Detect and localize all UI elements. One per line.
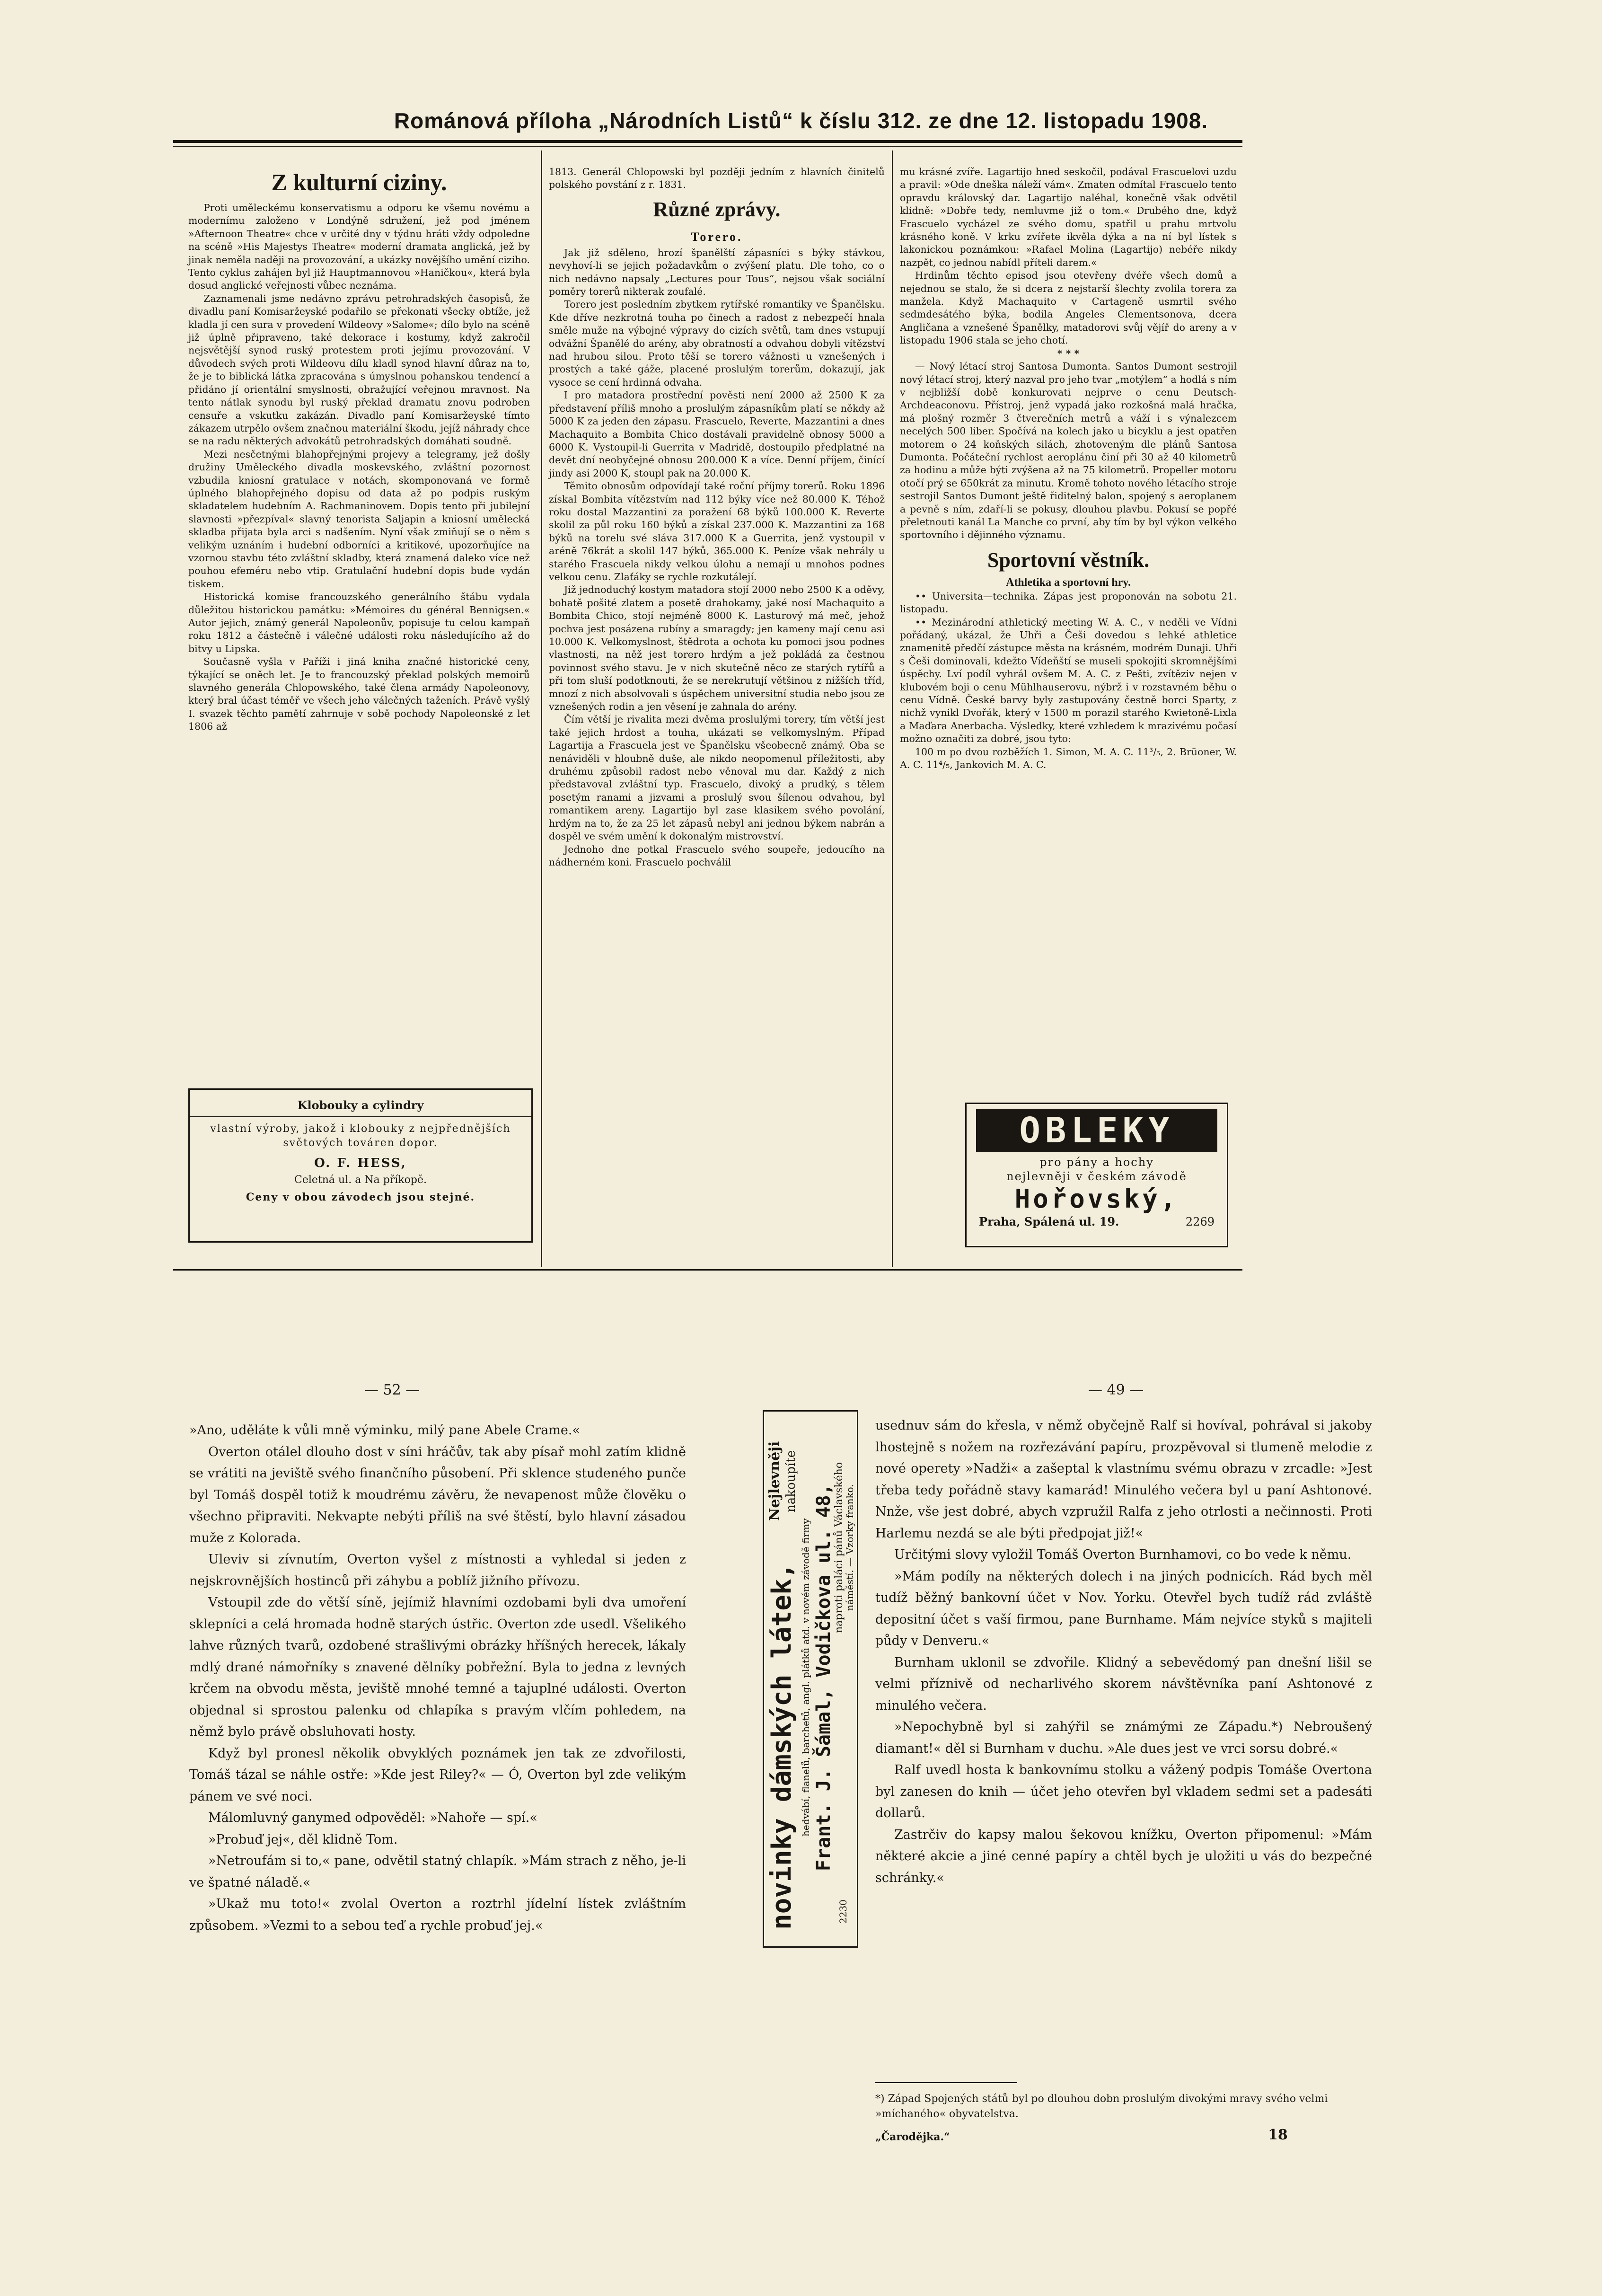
- ad-samal-line: naproti paláci pánů Václavského: [833, 1462, 845, 1633]
- story-paragraph: »Nepochybně byl si zahýřil se známými ze Západu.*) Nebroušený diamant!« děl si Burnham v duchu. »Ale dues jest ve vrci sorsu dobré.«: [875, 1720, 1372, 1756]
- ad-prices: Ceny v obou závodech jsou stejné.: [246, 1191, 475, 1203]
- footnote-rule: [875, 2082, 1017, 2083]
- section-bottom-rule: [173, 1269, 1242, 1271]
- page-number-left: — 52 —: [364, 1382, 420, 1398]
- article-paragraph: 1813. Generál Chlopowski byl později jedním z hlavních činitelů polského povstání z r. 1831.: [549, 166, 885, 191]
- article-paragraph: Proti uměleckému konservatismu a odporu ke všemu novému a modernímu založeno v Londýně sdružení, jež pod jménem »Afternoon Theatre« chce v určité dny v týdnu hráti vždy odpoledne na scéně »His Majestys Theatre« moderní dramata anglická, jež by jinak neměla naději na provozování, a ukázky novějšího umění ciziho. Tento cyklus zahájen byl již Hauptmannovou »Haničkou«, která byla dosud anglické veřejnosti vůbec neznáma.: [188, 202, 530, 291]
- column-sport: [900, 166, 1237, 771]
- ad-samal-line: nakoupíte: [784, 1450, 798, 1512]
- section-subtitle-sport: Athletika a sportovní hry.: [1005, 576, 1131, 589]
- ad-number: 2269: [1185, 1215, 1215, 1228]
- article-paragraph: 100 m po dvou rozběžích 1. Simon, M. A. C. 11³/₅, 2. Brüoner, W. A. C. 11⁴/₅, Jankovich M. A. C.: [900, 746, 1237, 771]
- article-paragraph: Hrdinům těchto episod jsou otevřeny dvéře všech domů a nejednou se stalo, že si dcera z nejstarší šlechty zvolila torera za manžela. Když Machaquito v Cartageně usmrtil svého sedmdesátého býka, bodila Angeles Clementsonova, dcera Angličana a vznešené Španělky, matadorovi svůj vějíř do areny a v listopadu 1906 stala se jeho chotí.: [900, 270, 1237, 346]
- ad-samal-name: Frant. J. Šámal, Vodičkova ul. 48,: [813, 1484, 835, 1872]
- story-paragraph: Vstoupil zde do větší síně, jejímiž hlavními ozdobami byli dva umoření sklepníci a celá hromada hodně starých ústřic. Overton zde usedl. Všelikého lahve různých tvarů, ozdobené strašlivými obrázky hříšných herecek, lákaly mdlý drané námořníky s znavené dělníky pobřežní. Byla to jedna z levných krčem na obvodu města, jeviště mnohé temné a tajuplné události. Overton objednal si sprostou palenku od chlapíka s pravým vlčím pohledem, na němž bylo právě obsluhovati hosty.: [189, 1595, 686, 1739]
- section-title-ruzne: Různé zprávy.: [653, 197, 781, 221]
- article-paragraph: Jednoho dne potkal Frascuelo svého soupeře, jedoucího na nádherném koni. Frascuelo pochválil: [549, 843, 885, 868]
- ad-text: vlastní výroby, jakož i klobouky z nejpřednějších světových továren dopor.: [210, 1123, 511, 1149]
- article-paragraph: •• Universita—technika. Zápas jest proponován na sobotu 21. listopadu.: [900, 590, 1237, 615]
- footnote: *) Západ Spojených států byl po dlouhou dobn proslulým divokými mravy svého velmi »míchaného« obyvatelstva.: [875, 2093, 1328, 2120]
- article-paragraph: — Nový létací stroj Santosa Dumonta. Santos Dumont sestrojil nový létací stroj, který nazval pro jeho tvar „motýlem“ a hodlá s ním v nejbližší době konkurovati nejprve o cenu Deutsch-Archdeaconovu. Přístroj, jenž vypadá jako rozkošná malá hračka, má plošný rozměr 3 čtverečních metrů a váží i s výnalezcem necelých 500 liber. Spočívá na kolech jako u bicyklu a jest opatřen motorem o 24 koňských silách, zhotoveným dle plánů Santosa Dumonta. Počáteční rychlost aeroplánu činí při 30 až 40 kilometrů za hodinu a může býti zvýšena až na 75 kilometrů. Propeller motoru otočí prý se 650krát za minutu. Kromě tohoto nového létacího stroje sestrojil Santos Dumont ještě řiditelný balon, spojený s aeroplanem a pevně s ním, zdaří-li se pokusy, dlouhou plavbu. Pokusí se popřé přeletnouti kanál La Manche co první, aby tím by byl výkon velkého sportovního i dějinného významu.: [900, 361, 1237, 541]
- article-subtitle: Torero.: [691, 230, 743, 244]
- section-title-kultura: Z kulturní ciziny.: [271, 169, 447, 195]
- column-divider: [892, 150, 893, 1267]
- story-paragraph: »Netroufám si to,« pane, odvětil statný chlapík. »Mám strach z něho, je-li ve špatné náladě.«: [189, 1854, 686, 1890]
- ad-samal-number: 2230: [837, 1899, 849, 1924]
- story-paragraph: »Probuď jej«, děl klidně Tom.: [208, 1832, 398, 1847]
- article-paragraph: •• Mezinárodní athletický meeting W. A. C., v neděli ve Vídni pořádaný, ukázal, že Uhři a Češi dovedou s lehké athletice znamenitě předčí zástupce města na krásném, modrém Dunaji. Uhři s Češi dominovali, kdežto Vídeňští se museli spokojiti skromnějšími úspěchy. Lví podíl vyhrál ovšem M. A. C. z Pešti, zvítěziv nejen v klubovém boji o cenu Mühlhauserovu, nýbrž i v rozstavném běhu o cenu Vídně. České barvy byly zastupovány čestně borci Sparty, z nichž vynikl Dvořák, který v 1500 m porazil starého Kwietoně-Lixla a Maďara Anerbacha. Výsledky, které vzhledem k mrazivému počasí možno označiti za dobré, jsou tyto:: [900, 616, 1237, 745]
- header-rule-thin: [173, 146, 1242, 147]
- article-paragraph: mu krásné zvíře. Lagartijo hned seskočil, podával Frascuelovi uzdu a pravil: »Ode dneška náleží vám«. Zmaten odmítal Frascuelo tento opravdu královský dar. Lagartijo naléhal, konečně však odvětil klidně: »Dobře tedy, nemluvme již o tom.« Drubého dne, když Frascuelo vycházel ze svého domu, spatřil u prahu mrtvolu krásného koně. V krku zvířete ikvěla dýka a na ní byl lístek s lakonickou poznámkou: »Rafael Molina (Lagartijo) nebéře nikdy nazpět, co jednou nabídl příteli darem.«: [900, 166, 1237, 268]
- header-rule: [173, 140, 1242, 143]
- story-paragraph: »Ano, uděláte k vůli mně výminku, milý pane Abele Crame.«: [189, 1423, 581, 1438]
- article-paragraph: Již jednoduchý kostym matadora stojí 2000 nebo 2500 K a oděvy, bohatě pošité zlatem a posetě drahokamy, jaké nosí Machaquito a Bombita Chico, stojí nejméně 8000 K. Lasturový má meč, jehož pochva jest posázena rubíny a smaragdy; jen kameny mají cenu asi 10.000 K. Velkomyslnost, štědrota a ochota ku pomoci jsou podnes vlastnosti, na něž jest torero hrdým a jež pokládá za čestnou povinnost svého stavu. Je v nich skutečně něco ze starých rytířů a při tom sluší podotknouti, že se nerekrutují většinou z nižších tříd, mnozí z nich absolvovali s úspěchem universitní studia nebo jsou ze vznešených rodin a jen věsení je zahnala do arény.: [549, 584, 885, 713]
- story-paragraph: usednuv sám do křesla, v němž obyčejně Ralf si hovíval, pohrával si jakoby lhostejně s nožem na rozřezávání papíru, prozpěvoval si tlumeně melodie z nové operety »Nadži« a zašeptal k vlastnímu svému obrazu v zrcadle: »Jest třeba tedy pořádně stavy kamarád! Minulého večera byl u paní Ashtonové. Nnže, vše jest dobré, abych vzpružil Ralfa z jeho otrlosti a nečinnosti. Proti Harlemu nezdá se ale býti předpojat již!«: [875, 1418, 1372, 1541]
- story-paragraph: »Mám podíly na některých dolech i na jiných podnicích. Rád bych měl tudíž běžný bankovní účet v Nov. Yorku. Otevřel bych tudíž rád zvláště depositní účet s vaší firmou, pane Burnhame. Mám nejvíce styků s majiteli půdy v Denveru.«: [875, 1569, 1372, 1648]
- ad-text: nejlevněji v českém závodě: [1006, 1170, 1187, 1183]
- ad-company-name: O. F. HESS,: [314, 1156, 407, 1170]
- ad-address: Praha, Spálená ul. 19.: [979, 1215, 1119, 1228]
- article-paragraph: Čím větší je rivalita mezi dvěma proslulými torery, tím větší jest také jejich hrdost a touha, ukázati se velkomyslným. Případ Lagartija a Frascuela jest ve Španělsku všeobecně známý. Oba se nenáviděli v hloubně duše, ale nikdo neopomenul příležitosti, aby druhému způsobil radost nebo věnoval mu dar. Každý z nich představoval zvláštní typ. Frascuelo, divoký a prudký, s tělem posetým ranami a jizvami a proslulý svou šílenou odvahou, byl romantikem areny. Lagartijo byl zase klasikem svého povolání, hrdým na to, že za 25 let zápasů nebyl ani jednou býkem nabrán a dospěl ve svém umění k dokonalým mistrovství.: [549, 714, 885, 842]
- article-paragraph: Zaznamenali jsme nedávno zprávu petrohradských časopisů, že divadlu paní Komisaržeyské podařilo se překonati všecky obtíže, jež kladla jí cen sura v provedení Wildeovy »Salome«; dílo bylo na scéně již úplně připraveno, také dekorace i kostumy, když zakročil nejsvětější synod ruský protestem proti jejímu provozování. V důvodech svých proti Wildeovu dílu kladl synod hlavní důraz na to, že je to biblická látka zpracována s úmyslnou pohanskou tendencí a přidáno jí orientální smyslnosti, obražující veřejnou mravnost. Na tento nátlak synodu byl ruský překlad dramatu znovu podroben censuře a vskutku zakázán. Divadlo paní Komisaržeyské tímto zákazem utrpělo ovšem značnou materiální škodu, jejíž náhrady chce se na radu některých advokátů petrohradských domáhati soudně.: [188, 292, 530, 447]
- story-paragraph: Uleviv si zívnutím, Overton vyšel z místnosti a vyhledal si jeden z nejskrovnějších hostinců při záhybu a poblíž jižního přívozu.: [189, 1552, 686, 1589]
- story-paragraph: Když byl pronesl několik obvyklých poznámek jen tak ze zdvořilosti, Tomáš tázal se náhle ostře: »Kde jest Riley?« — Ó, Overton byl zde velikým pánem ve své noci.: [189, 1746, 686, 1804]
- ad-address: Celetná ul. a Na příkopě.: [294, 1174, 427, 1186]
- section-title-sport: Sportovní věstník.: [987, 548, 1150, 572]
- article-paragraph: Torero jest posledním zbytkem rytířské romantiky ve Španělsku. Kde dříve nezkrotná touha po činech a radost z nebezpečí hnala směle muže na výbojné výpravy do cizích světů, tam dnes vstupují odvážní Španělé do arény, aby obratností a odvahou dobyli vítězství nad hrubou silou. Proto těší se torero vážnosti u vznešených i prostých a také gáže, placené proslulým torerům, dokazují, jak vysoce se cení hrdinná odvaha.: [549, 299, 885, 388]
- ad-company-name: Hořovský,: [1014, 1184, 1179, 1214]
- sheet-number: 18: [1268, 2127, 1288, 2143]
- ad-text: pro pány a hochy: [1039, 1156, 1154, 1169]
- section-stars: * * *: [1057, 347, 1080, 359]
- column-divider: [541, 150, 542, 1267]
- ad-title: Klobouky a cylindry: [190, 1098, 531, 1117]
- story-paragraph: Určitými slovy vyložil Tomáš Overton Burnhamovi, co bo vede k němu.: [894, 1547, 1352, 1562]
- story-paragraph: Overton otálel dlouho dost v síni hráčův, tak aby písař mohl zatím klidně se vrátiti na jeviště svého finančního působení. Při sklence studeného punče byl Tomáš dospěl totiž k moudrému závěru, že nevapenost může člověku o všechno připraviti. Nekvapte nebýti příliš na své štěstí, bylo hlavní zásadou muže z Kolorada.: [189, 1444, 686, 1545]
- article-paragraph: Jak již sděleno, hrozí španělští zápasníci s býky stávkou, nevyhoví-li se jejich požadavkům o zvýšení platu. Dle toho, co o nich nedávno napsaly „Lectures pour Tous“, nejsou však sociální poměry torerů nikterak zoufalé.: [549, 247, 885, 298]
- article-paragraph: Těmito obnosům odpovídají také roční příjmy torerů. Roku 1896 získal Bombita vítězstvím nad 112 býky více než 80.000 K. Téhož roku dostal Mazzantini za poražení 68 býků 100.000 K. Reverte skolil za půl roku 160 býků a získal 237.000 K. Mazzantini za 168 býků na torelu své sláva 317.000 K a Guerrita, jenž vystoupil v aréně 76krát a skolil 147 býků, 365.000 K. Peníze však nehrály u starého Frascuela nikdy velkou úlohu a nemají u mnohos podnes velkou cenu. Zlaťáky se rychle rozkutálejí.: [549, 480, 885, 583]
- story-paragraph: Ralf uvedl hosta k bankovnímu stolku a vážený podpis Tomáše Overtona byl zanesen do knih — účet jeho otevřen byl vkladem sedmi set a padesáti dollarů.: [875, 1763, 1372, 1820]
- ad-samal-line: náměstí. — Vzorky franko.: [844, 1484, 855, 1611]
- advertisement-obleky: [965, 1103, 1228, 1247]
- advertisement-hess: [188, 1088, 533, 1243]
- article-paragraph: Historická komise francouzského generálního štábu vydala důležitou historickou památku: »Mémoires du général Bennigsen.« Autor jejich, známý generál Napoleonův, popisuje tu celou kampaň roku 1812 a částečně i válečné události roku následujícího až do bitvy u Lipska.: [188, 591, 530, 654]
- story-page-left: [189, 1420, 686, 1936]
- ad-samal-line: hedvábí, flanelů, barchetů, angl. plátků atd. v novém závodě firmy: [800, 1518, 811, 1837]
- article-paragraph: Současně vyšla v Paříži i jiná kniha značné historické ceny, týkající se oněch let. Je to francouzský překlad polských memoirů slavného generála Chlopowského, také člena armády Napoleonovy, který bral účast téměř ve všech jeho válečných taženích. Právě vyšlý I. svazek těchto pamětí zahrnuje v sobě pochody Napoleonské z let 1806 až: [188, 656, 530, 733]
- ad-samal-line: Nejlevněji: [766, 1441, 783, 1521]
- page-number-right: — 49 —: [1088, 1382, 1144, 1398]
- article-paragraph: Mezi nesčetnými blahopřejnými projevy a telegramy, jež došly družiny Uměleckého divadla moskevského, zvláštní pozornost vzbudila kniosní gratulace v notách, skomponovaná ve formě úplného blahopřejného dopisu od data až po podpis ruským skladatelem hudebním A. Rachmaninovem. Dopis tento při jubilejní slavnosti »přezpíval« slavný tenorista Saljapin a kniosní umělecká skladba přijata byla arci s nadšením. Nyní však zmiňují se o něm s velikým uznáním i hudební odborníci a kritikové, upozorňujíce na vzornou stavbu této zvláštní skladby, která znamená daleko více než pouhou efeméru nebo vtip. Gratulační hudební dopis bude vydán tiskem.: [188, 448, 530, 590]
- story-paragraph: Burnham uklonil se zdvořile. Klidný a sebevědomý pan dnešní lišil se velmi příznivě od necharlivého skorem návštěvníka paní Ashtonové z minulého večera.: [875, 1655, 1372, 1713]
- article-paragraph: I pro matadora prostřední pověsti není 2000 až 2500 K za představení příliš mnoho a proslulým zápasníkům platí se někdy až 5000 K za jeden den zápasu. Frascuelo, Reverte, Mazzantini a dnes Machaquito a Bombita Chico dostávali pravidelně obnosy 5000 a 6000 K. Vystoupil-li Guerrita v Madridě, dostoupilo předplatné na devět dní neobyčejné obnosu 200.000 K a více. Denní příjem, činící jindy asi 2000 K, stoupl pak na 20.000 K.: [549, 389, 885, 479]
- story-page-right: [875, 1415, 1372, 1889]
- column-ruzne: [549, 166, 885, 869]
- story-signature: „Čarodějka.“: [875, 2131, 950, 2143]
- column-kultura: [188, 166, 530, 733]
- story-paragraph: Málomluvný ganymed odpověděl: »Nahoře — spí.«: [208, 1810, 537, 1825]
- ad-big-title: OBLEKY: [976, 1109, 1217, 1152]
- story-paragraph: »Ukaž mu toto!« zvolal Overton a roztrhl jídelní lístek zvláštním způsobem. »Vezmi to a sebou teď a rychle probuď jej.«: [189, 1897, 686, 1933]
- ad-samal-headline: novinky dámských látek,: [766, 1563, 797, 1930]
- page-header-title: Románová příloha „Národních Listů“ k číslu 312. ze dne 12. listopadu 1908.: [394, 108, 1208, 133]
- story-paragraph: Zastrčiv do kapsy malou šekovou knížku, Overton připomenul: »Mám některé akcie a jiné cenné papíry a chtěl bych je uložiti u vás do bezpečné schránky.«: [875, 1827, 1372, 1885]
